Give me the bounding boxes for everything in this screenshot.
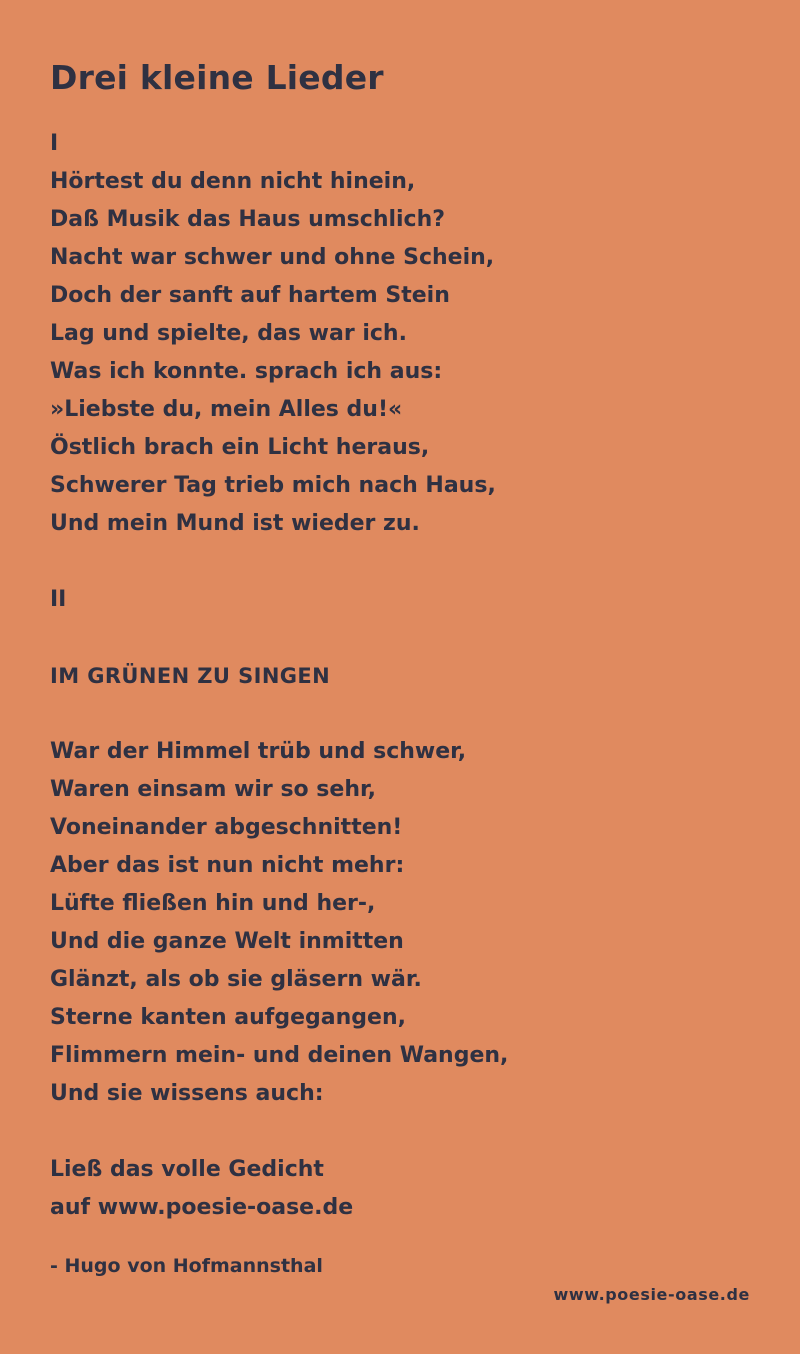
section-subtitle: IM GRÜNEN ZU SINGEN bbox=[50, 664, 331, 688]
spacer bbox=[50, 543, 750, 581]
poem-line: Und mein Mund ist wieder zu. bbox=[50, 511, 420, 536]
poem-line: Was ich konnte. sprach ich aus: bbox=[50, 359, 443, 384]
poem-line: War der Himmel trüb und schwer, bbox=[50, 739, 467, 764]
poem-line: »Liebste du, mein Alles du!« bbox=[50, 397, 403, 422]
call-to-action bbox=[50, 1151, 750, 1227]
poem-line: Schwerer Tag trieb mich nach Haus, bbox=[50, 473, 496, 498]
section-numeral: II bbox=[50, 587, 67, 612]
footer-website[interactable]: www.poesie-oase.de bbox=[553, 1285, 750, 1304]
poem-section-1 bbox=[50, 125, 750, 543]
poem-line: Lag und spielte, das war ich. bbox=[50, 321, 407, 346]
cta-line-2[interactable]: auf www.poesie-oase.de bbox=[50, 1195, 354, 1220]
poem-line: Östlich brach ein Licht heraus, bbox=[50, 435, 430, 460]
poem-line: Waren einsam wir so sehr, bbox=[50, 777, 376, 802]
poem-line: Flimmern mein- und deinen Wangen, bbox=[50, 1043, 509, 1068]
cta-line-1: Ließ das volle Gedicht bbox=[50, 1157, 324, 1182]
poem-author: - Hugo von Hofmannsthal bbox=[50, 1255, 323, 1277]
poem-line: Nacht war schwer und ohne Schein, bbox=[50, 245, 495, 270]
poem-line: Und sie wissens auch: bbox=[50, 1081, 324, 1106]
poem-line: Glänzt, als ob sie gläsern wär. bbox=[50, 967, 422, 992]
poem-line: Lüfte fließen hin und her-, bbox=[50, 891, 376, 916]
poem-line: Doch der sanft auf hartem Stein bbox=[50, 283, 450, 308]
poem-line: Und die ganze Welt inmitten bbox=[50, 929, 404, 954]
poem-line: Daß Musik das Haus umschlich? bbox=[50, 207, 446, 232]
poem-line: Aber das ist nun nicht mehr: bbox=[50, 853, 405, 878]
poem-section-2 bbox=[50, 581, 750, 1113]
section-numeral: I bbox=[50, 131, 59, 156]
spacer bbox=[50, 695, 750, 733]
spacer bbox=[50, 619, 750, 657]
poem-line: Hörtest du denn nicht hinein, bbox=[50, 169, 416, 194]
page-title: Drei kleine Lieder bbox=[50, 58, 384, 97]
poem-line: Sterne kanten aufgegangen, bbox=[50, 1005, 406, 1030]
poem-line: Voneinander abgeschnitten! bbox=[50, 815, 403, 840]
